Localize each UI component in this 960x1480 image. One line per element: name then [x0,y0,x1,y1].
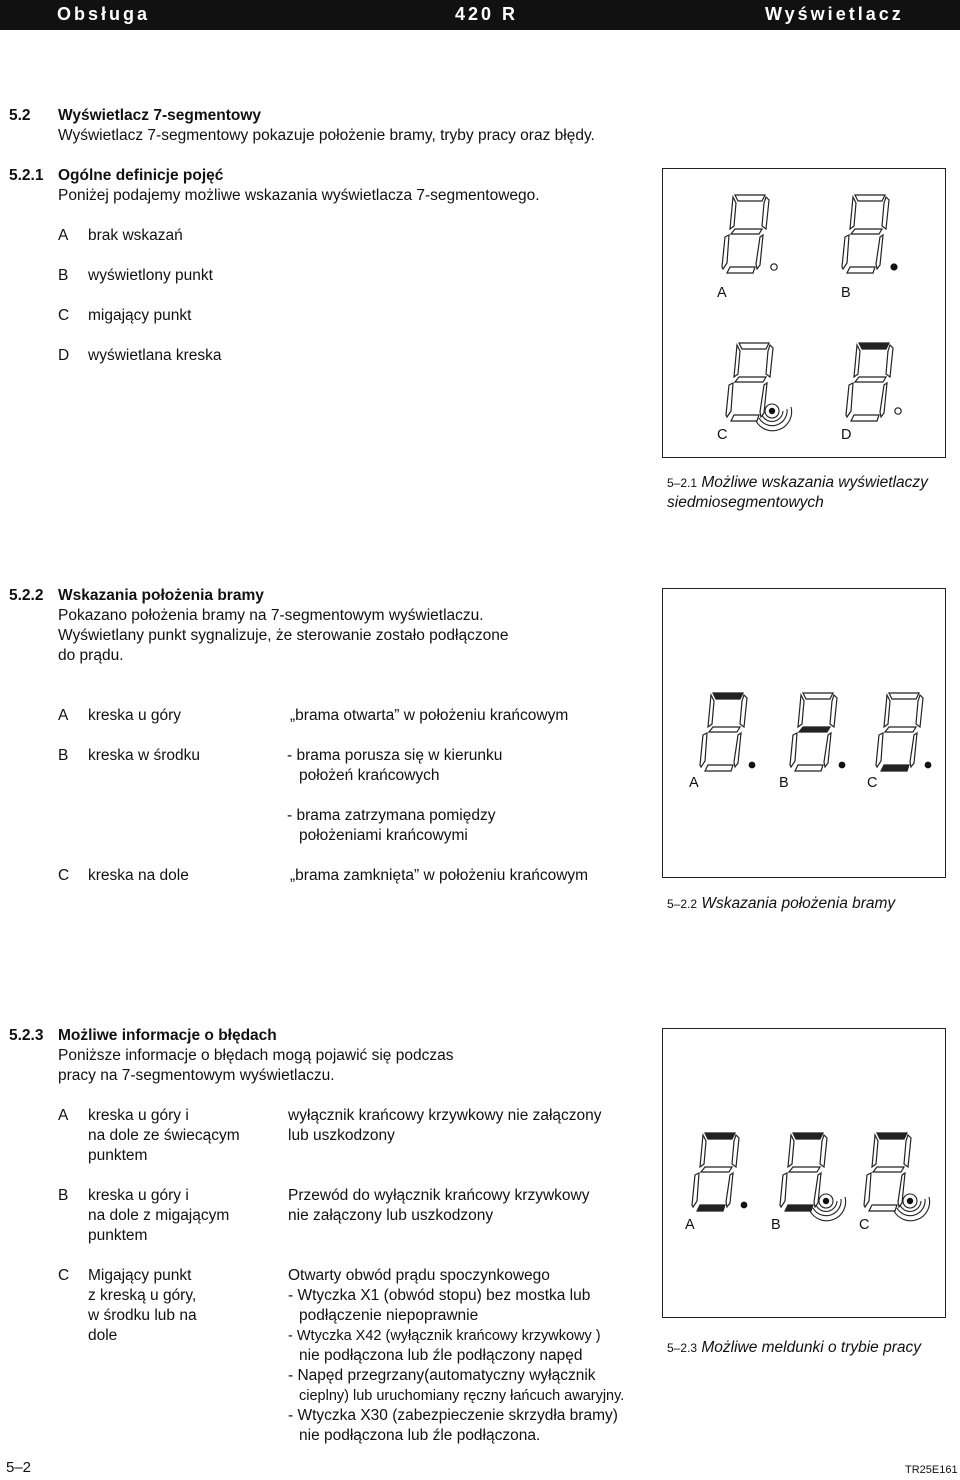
figure-panel-5-2-3 [662,1028,946,1318]
figure-caption [667,1337,921,1359]
header-bar [0,0,960,30]
caption-text: Możliwe meldunki o trybie pracy [701,1339,922,1356]
display-label: C [859,1217,870,1233]
row-label: w środku lub na [88,1307,197,1324]
decimal-point-off [895,408,901,414]
display-label: A [717,285,727,301]
item-letter: C [58,307,70,324]
display-top-bar [699,689,759,775]
header-center: 420 R [455,4,519,24]
section-description: Poniższe informacje o błędach mogą pojawić się podczas [58,1047,454,1064]
caption-number: 5–2.2 [667,897,698,911]
display-b [841,191,901,277]
row-description: - Wtyczka X1 (obwód stopu) bez mostka lub [288,1287,591,1304]
figure-panel-5-2-2 [662,588,946,878]
decimal-point-on [890,263,897,270]
display-label: A [689,775,699,791]
section-description: pracy na 7-segmentowym wyświetlaczu. [58,1067,335,1084]
row-label: kreska u góry [88,707,182,724]
digit-segments [864,1133,911,1211]
caption-text: Możliwe wskazania wyświetlaczy [701,474,928,491]
digit-segments [876,693,923,771]
item-text: migający punkt [88,307,192,324]
section-title: Wyświetlacz 7-segmentowy [58,107,262,124]
digit-segments [790,693,837,771]
section-number: 5.2 [9,107,31,124]
display-label: C [867,775,878,791]
section-number: 5.2.3 [9,1027,44,1044]
section-description: Wyświetlany punkt sygnalizuje, że sterowanie zostało podłączone [58,627,509,644]
row-description: położeniami krańcowymi [299,827,468,844]
row-description: cieplny) lub uruchomiany ręczny łańcuch awaryjny. [299,1388,625,1404]
row-description: Otwarty obwód prądu spoczynkowego [288,1267,550,1284]
page-number: 5–2 [6,1459,32,1476]
display-middle-bar [789,689,849,775]
header-right: Wyświetlacz [765,4,904,24]
section-description: Pokazano położenia bramy na 7-segmentowym wyświetlaczu. [58,607,484,624]
row-letter: C [58,867,70,884]
figure-caption [667,472,928,494]
display-label: C [717,427,728,443]
row-label: dole [88,1327,118,1344]
decimal-point-off [771,264,777,270]
row-description: „brama otwarta” w położeniu krańcowym [290,707,569,724]
decimal-point-on [925,762,932,769]
display-d [845,339,905,425]
item-text: brak wskazań [88,227,183,244]
display-bottom-bar [875,689,935,775]
row-letter: B [58,1187,69,1204]
row-label: na dole z migającym [88,1207,230,1224]
row-label: z kreską u góry, [88,1287,197,1304]
display-error-b [779,1129,849,1219]
row-letter: A [58,707,69,724]
display-label: D [841,427,852,443]
section-number: 5.2.1 [9,167,44,184]
display-a [721,191,781,277]
row-label: punktem [88,1147,148,1164]
caption-number: 5–2.3 [667,1341,698,1355]
item-letter: D [58,347,70,364]
display-label: B [779,775,789,791]
row-description: podłączenie niepoprawnie [299,1307,479,1324]
row-description: nie załączony lub uszkodzony [288,1207,494,1224]
row-letter: C [58,1267,70,1284]
row-description: - brama porusza się w kierunku [287,747,503,764]
row-description: - Wtyczka X42 (wyłącznik krańcowy krzywkowy ) [288,1328,601,1344]
display-label: B [771,1217,781,1233]
caption-text: Wskazania położenia bramy [701,895,896,912]
figure-panel-5-2-1 [662,168,946,458]
section-description: do prądu. [58,647,124,664]
item-text: wyświetlony punkt [88,267,213,284]
row-letter: B [58,747,69,764]
display-label: A [685,1217,695,1233]
row-label: na dole ze świecącym [88,1127,240,1144]
digit-segments [846,343,893,421]
row-description: - brama zatrzymana pomiędzy [287,807,496,824]
display-c [725,339,795,429]
section-title: Możliwe informacje o błędach [58,1027,277,1044]
digit-segments [780,1133,827,1211]
row-label: punktem [88,1227,148,1244]
row-description: położeń krańcowych [299,767,440,784]
row-label: kreska na dole [88,867,189,884]
section-title: Wskazania położenia bramy [58,587,264,604]
digit-segments [722,195,769,273]
row-description: „brama zamknięta” w położeniu krańcowym [290,867,589,884]
digit-segments [726,343,773,421]
row-description: - Wtyczka X30 (zabezpieczenie skrzydła bramy) [288,1407,618,1424]
decimal-point-on [741,1202,748,1209]
section-description: Wyświetlacz 7-segmentowy pokazuje położenie bramy, tryby pracy oraz błędy. [58,127,595,144]
row-label: kreska u góry i [88,1107,189,1124]
row-description: nie podłączona lub źle podłączony napęd [299,1347,583,1364]
row-label: Migający punkt [88,1267,192,1284]
decimal-point-on [839,762,846,769]
digit-segments [700,693,747,771]
display-error-a [691,1129,761,1219]
section-title: Ogólne definicje pojęć [58,167,224,184]
figure-caption [667,893,895,915]
decimal-point-on [749,762,756,769]
digit-segments [692,1133,739,1211]
row-description: Przewód do wyłącznik krańcowy krzywkowy [288,1187,590,1204]
row-description: - Napęd przegrzany(automatyczny wyłącznik [288,1367,596,1384]
section-description: Poniżej podajemy możliwe wskazania wyświetlacza 7-segmentowego. [58,187,540,204]
row-description: lub uszkodzony [288,1127,395,1144]
display-error-c [863,1129,933,1219]
item-letter: B [58,267,69,284]
digit-segments [842,195,889,273]
caption-text: siedmiosegmentowych [667,494,824,511]
row-description: nie podłączona lub źle podłączona. [299,1427,541,1444]
row-label: kreska u góry i [88,1187,189,1204]
section-number: 5.2.2 [9,587,44,604]
document-code: TR25E161 [905,1464,958,1476]
item-text: wyświetlana kreska [88,347,222,364]
header-left: Obsługa [57,4,151,24]
row-description: wyłącznik krańcowy krzywkowy nie załączony [288,1107,602,1124]
row-letter: A [58,1107,69,1124]
row-label: kreska w środku [88,747,200,764]
item-letter: A [58,227,69,244]
caption-number: 5–2.1 [667,476,698,490]
display-label: B [841,285,851,301]
